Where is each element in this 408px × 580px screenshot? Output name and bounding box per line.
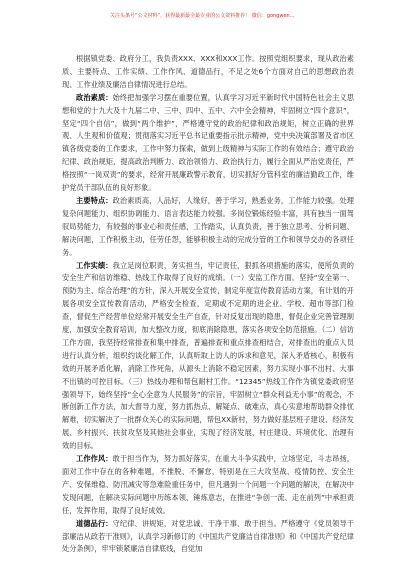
section-heading: 主要特点： <box>76 195 113 205</box>
document-body <box>62 53 354 556</box>
main-features-paragraph <box>62 195 354 260</box>
section-heading: 政治素质： <box>76 92 113 102</box>
paragraph-text: 敢于担当作为，努力抓好落实，在重大斗争实践中，立场坚定，斗志昂扬，面对工作中存在的各种难题，不推脱、不懈怠，特别是在三大攻坚战、疫情防控、安全生产、安保维稳、防汛减灾等急难险重任务中，但凡遇到一个问题一个问题的解决，在解决中发现问题，在解决实际问题中历练本领、锤炼意志，在推进“争创一流、走在前列”中承担责任，发挥作用，取得了良好成效。 <box>62 454 354 515</box>
work-style-paragraph <box>62 453 354 518</box>
paragraph-text: 我立足岗位职责，务实担当，牢记责任，狠抓各项措施的落实，使所负责的安全生产和信访维稳、热线工作取得了良好的成绩。（一）安监工作方面。坚持“安全第一、预防为主、综合治理”的方针，深入开展安全宣传，制定年度宣传教育活动方案，有计划的开展各项安全宣传教育活动，严格安全检查，定期或不定期的进企业、学校、超市等部门检查，督促生产经营单位经常开展安全生产自查，针对反复出现的隐患，督促企业完善管理制度，加强安全教育培训，加大整改力度，彻底消除隐患，落实各项安全防范措施。（二）信访工作方面，我坚持经常排查和集中排查，普遍排查和重点排查相结合，对排查出的重点人员进行认真分析，组织约谈化解工作，认真听取上访人的诉求和意见，深入矛盾核心，积极有效的开展矛盾化解，消除工作死角，从源头上消除不稳定因素，努力实现小事不出村、大事不出镇的可控目标。（三）热线办理和帮包耐村工作。“12345”热线工作作为镇党委政府坚强领导下，始终坚持“全心全意为人民服务”的宗旨，牢固树立“群众利益无小事”的观念，不断创新工作方法，加大督导力度，努力抓热点、解疑点、破难点，真心实意地帮助群众排忧解难，切实解决了一批群众关心的实际问题，帮包XX新村，努力做好基层班子建设、经济发展、乡村振兴、扶贫攻坚及其他社会事业，实现了经济发展、村庄建设、环境优化、治理有效的目标。 <box>62 260 354 451</box>
intro-paragraph <box>62 53 354 92</box>
political-quality-paragraph <box>62 92 354 195</box>
section-heading: 工作作风： <box>76 454 113 464</box>
promo-banner[interactable]: 关注头条号“公文材料”，获得最新最全最专业的公文资料推荐！ 微信：gongwen... <box>110 13 295 19</box>
section-heading: 工作实绩： <box>76 260 113 270</box>
moral-conduct-paragraph <box>62 518 354 557</box>
paragraph-text: 政治素质高，人品好，人缘好，善于学习，熟悉业务，工作能力较强。处理复杂问题能力、组织协调能力、语言表达能力较强。多岗位锻炼经验丰富，具有独当一面驾驭局势能力，有较强的事业心和责任感，工作踏实，认真负责，善于独立思考、分析问题、解决问题，工作积极主动，任劳任怨，能够积极主动的完成分管的工作和领导交办的各项任务。 <box>62 195 354 257</box>
section-heading: 道德品行： <box>76 518 113 528</box>
paragraph-text: 守纪律、讲规矩，对党忠诚、干净干事、敢于担当。严格遵守《党员领导干部廉洁从政若干准则》，认真学习新修订的《中国共产党廉洁自律准则》和《中国共产党纪律处分条例》，牢牢锁紧廉洁自律底线，自觉加 <box>62 518 354 554</box>
paragraph-text: 根据镇党委、政府分工，我负责XXX、XXX和XXX工作。按照党组织要求，现从政治素质、主要特点、工作实绩、工作作风、道德品行，不足之处6个方面对自己的思想政治表现、工作业绩及廉洁自律情况进行总结。 <box>62 54 354 89</box>
paragraph-text: 始终把加强学习摆在重要位置，认真学习习近平新时代中国特色社会主义思想和党的十九大及十九届二中、三中、四中、五中、六中全会精神，牢固树立“四个意识”，坚定“四个自信”，做到“两个维护”，严格遵守党的政治纪律和政治规矩，树立正确的世界观、人生观和价值观；贯彻落实习近平总书记重要指示批示精神，党中央决策部署及省市区镇各级党委的工作要求，工作中努力探索，做到上级精神与实际工作的有效结合；遵守政治纪律、政治规矩，提高政治判断力、政治领悟力、政治执行力，履行全面从严治党责任，严格按照“一岗双责”的要求，经常开展廉政警示教育，切实抓好分管科室的廉洁勤政工作，维护党员干部队伍的良好形象。 <box>62 92 354 193</box>
work-achievements-paragraph <box>62 260 354 454</box>
